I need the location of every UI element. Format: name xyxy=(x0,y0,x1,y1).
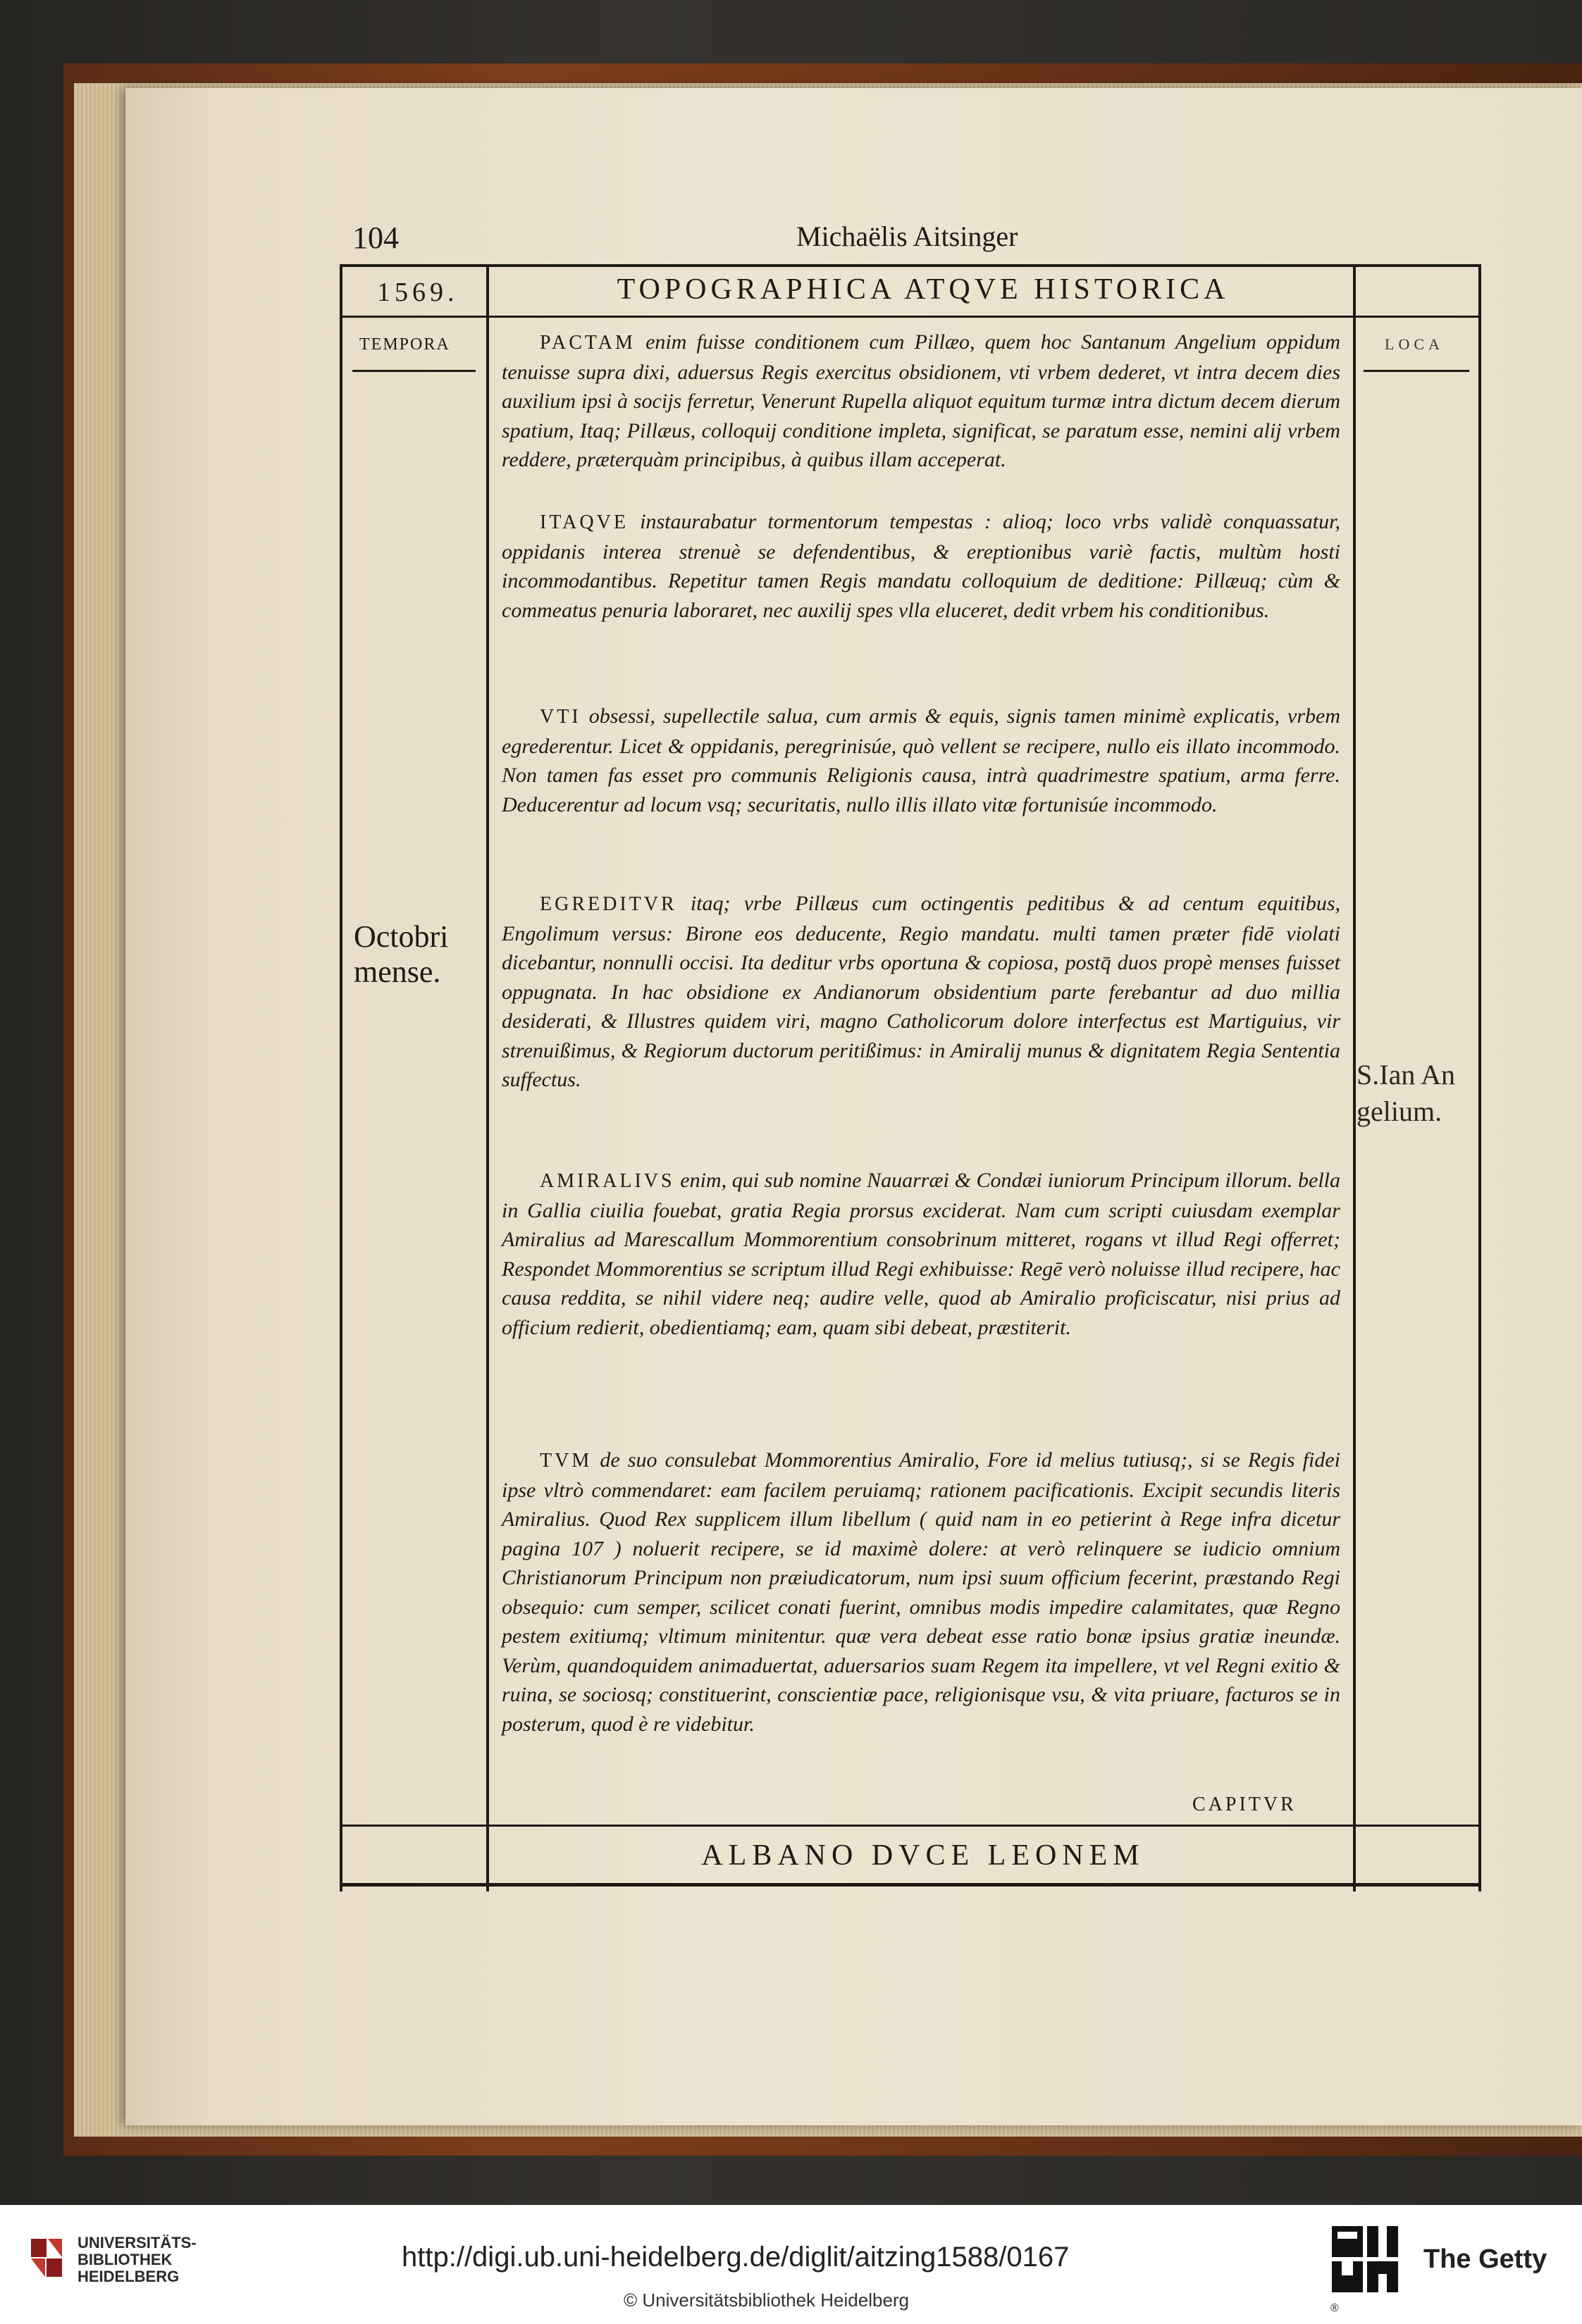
page-number: 104 xyxy=(352,220,399,255)
year-label: 1569. xyxy=(377,278,459,307)
copyright-notice: © Universitätsbibliothek Heidelberg xyxy=(624,2289,910,2311)
paragraph-lead: VTI xyxy=(540,706,581,728)
paragraph-text: enim fuisse conditionem cum Pillæo, quem hoc Santanum Angelium oppidum tenuisse supra dixi, aduersus Regis exercitus obsidionem, vti vrbem dederet, vt intra decem dies auxilium ipsi à socijs ferretur, Venerunt Rupella aliquot equitum turmæ intra dictum decem dierum spatium, Itaq; Pillæus, colloquij conditione impleta, significat, se paratum esse, nemini alij vrbem reddere, præterquàm principibus, à quibus illam acceperat. xyxy=(502,330,1340,471)
header-rule xyxy=(340,316,1481,318)
paragraph-lead: PACTAM xyxy=(540,332,636,354)
footer-rule-top xyxy=(340,1825,1481,1827)
running-head: Michaëlis Aitsinger xyxy=(796,220,1018,252)
left-margin-note: Octobri mense. xyxy=(354,919,449,989)
heidelberg-library-logo-icon xyxy=(28,2236,65,2280)
permalink-url[interactable]: http://digi.ub.uni-heidelberg.de/diglit/aitzing1588/0167 xyxy=(402,2242,1070,2273)
library-name-line: UNIVERSITÄTS- xyxy=(78,2234,197,2251)
catchword: CAPITVR xyxy=(1192,1794,1297,1815)
column-rule-right xyxy=(1353,264,1356,1891)
tempora-rule xyxy=(352,370,476,372)
getty-logo-icon xyxy=(1332,2226,1399,2302)
loca-rule xyxy=(1364,370,1469,372)
library-name xyxy=(78,2235,197,2285)
paragraph-text: de suo consulebat Mommorentius Amiralio, Fore id melius tutiusq;, si se Regis fidei ipse vltrò commendaret: eam facilem peruiamq; rationem pacificationis. Excipit secundis literis Amiralius. Quod Rex supplicem illum libellum ( quid nam in eo petierint à Rege infra dicetur pagina 107 ) noluerit recipere, se id maximè dolere: at verò relinquere se iudicio omnium Christianorum Principum non præiudicatorum, num ipsi suum officium fecerint, præstando Regi obsequio: cum semper, scilicet conati fuerint, omnibus modis impedire calamitates, quæ Regno pestem exitiumq; vltimum minitentur. quæ vera debeat esse ratio bonæ ipsius gratiæ ineundæ. Verùm, quandoquidem animaduertat, aduersarios suam Regem ita impellere, vt vel Regni exitio & ruina, se sociosq; constituerint, conscientiæ pace, religionisque vsu, & vita priuare, facturos se in posterum, quod è re videbitur. xyxy=(502,1448,1340,1736)
frame-right-rule xyxy=(1478,264,1481,1891)
paragraph-6 xyxy=(502,1446,1340,1739)
partner-name: The Getty xyxy=(1423,2244,1547,2274)
paragraph-text: enim, qui sub nomine Nauarræi & Condæi iuniorum Principum illorum. bella in Gallia ciuilia fouebat, gratia Regia prorsus exciderat. Nam cum scripti cuiusdam exemplar Amiralius ad Marescallum Mommorentium consobrinum mitteret, rogans vt illud Regi offerret; Respondet Mommorentius se scriptum illud Regi exhibuisse: Regē verò noluisse illud recipere, hac causa reddita, se nihil videre neq; audire velle, quod ab Amiralio proficiscatur, nisi prius ad officium redierit, obedientiamq; eam, quam sibi debeat, præstiterit. xyxy=(502,1169,1341,1339)
paragraph-2 xyxy=(502,507,1340,625)
paragraph-lead: TVM xyxy=(540,1450,593,1472)
paragraph-lead: EGREDITVR xyxy=(540,893,677,915)
tempora-header: TEMPORA xyxy=(359,335,450,354)
library-name-line: HEIDELBERG xyxy=(78,2268,180,2285)
column-rule-left xyxy=(486,264,489,1891)
paragraph-text: itaq; vrbe Pillæus cum octingentis peditibus & ad centum equitibus, Engolimum versus: Birone eos deducente, Regio mandatu. multi tamen præter fidē violati dicebantur, nonnulli occisi. Ita deditur vrbs oportuna & copiosa, postq̄ duos propè menses fuisset oppugnata. In hac obsidione ex Andianorum obsidentium parte ferebantur ad duo millia desiderati, & Illustres quidem viri, magno Catholicorum dolore interfectus est Martiguius, vir strenuißimus, & Regiorum ductorum peritißimus: in Amiralij munus & dignitatem Regia Sententia suffectus. xyxy=(502,892,1341,1091)
loca-header: LOCA xyxy=(1385,335,1444,353)
paragraph-4 xyxy=(502,889,1340,1095)
paragraph-text: obsessi, supellectile salua, cum armis & equis, signis tamen minimè explicatis, vrbem egrederentur. Licet & oppidanis, peregrinisúe, quò vellent se recipere, nullo eis illato incommodo. Non tamen fas esset pro communis Religionis causa, intrà quadrimestre spatium, arma ferre. Deducerentur ad locum vsq; securitatis, nullo illis illato vitæ fortunisúe incommodo. xyxy=(502,704,1341,816)
frame-left-rule xyxy=(340,264,342,1891)
footer-rule-bottom xyxy=(340,1883,1481,1887)
registered-mark: ® xyxy=(1330,2302,1339,2314)
paragraph-5 xyxy=(502,1166,1340,1342)
footer-title: ALBANO DVCE LEONEM xyxy=(701,1839,1145,1872)
right-margin-note: S.Ian An gelium. xyxy=(1357,1059,1455,1127)
paragraph-text: instaurabatur tormentorum tempestas : alioq; loco vrbs validè conquassatur, oppidanis interea strenuè se defendentibus, & ereptionibus variè factis, multùm hosti incommodantibus. Repetitur tamen Regis mandatu colloquium de deditione: Pillæuq; cùm & commeatus penuria laboraret, nec auxilij spes vlla eluceret, dedit vrbem his conditionibus. xyxy=(502,510,1340,622)
top-rule xyxy=(340,264,1481,267)
viewer-footer xyxy=(0,2205,1582,2324)
paragraph-1 xyxy=(502,328,1340,475)
paragraph-3 xyxy=(502,702,1340,819)
page-title: TOPOGRAPHICA ATQVE HISTORICA xyxy=(617,273,1230,306)
library-name-line: BIBLIOTHEK xyxy=(78,2251,173,2268)
paragraph-lead: ITAQVE xyxy=(540,511,629,533)
paragraph-lead: AMIRALIVS xyxy=(540,1170,675,1192)
